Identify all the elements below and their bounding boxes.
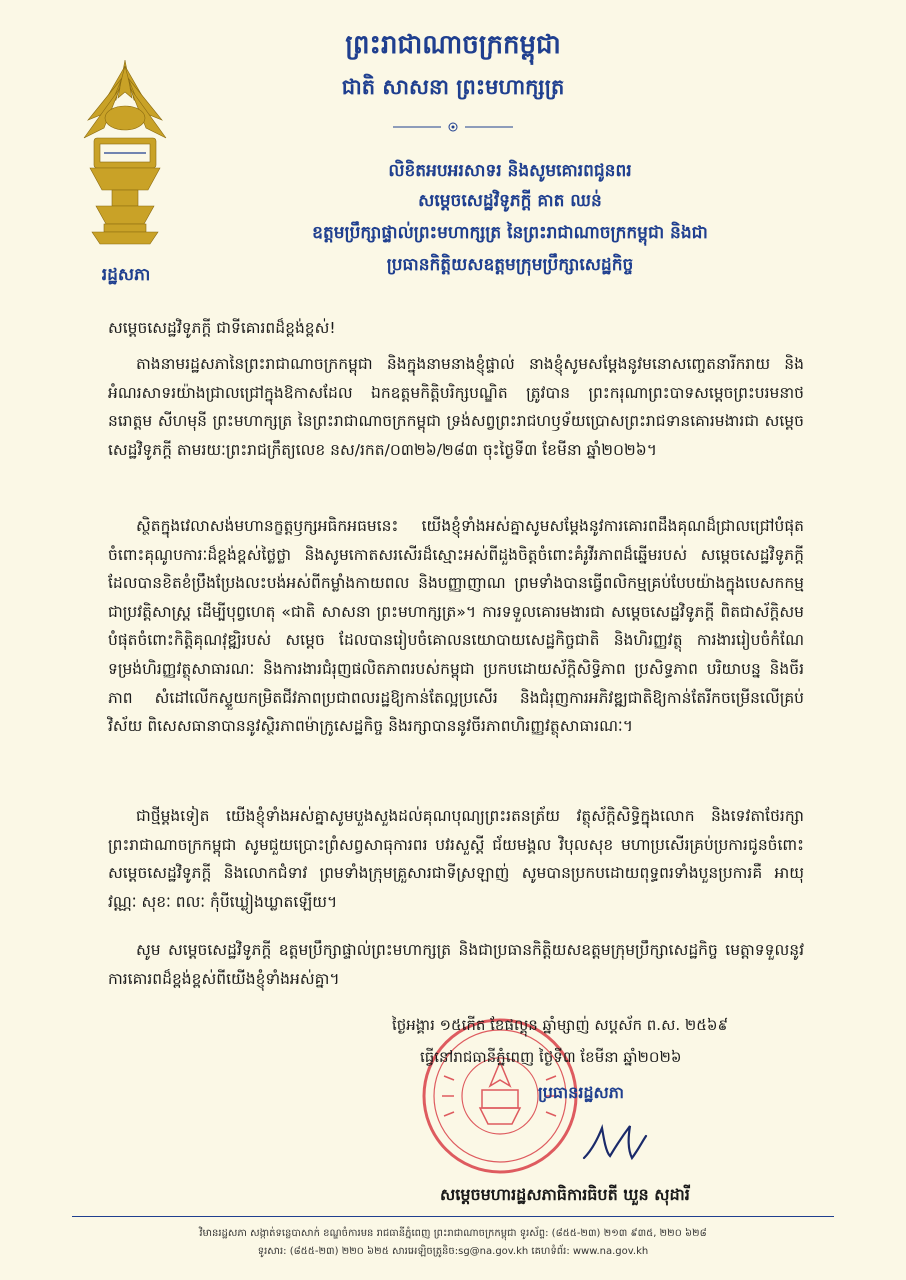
signer-name: សម្តេចមហារដ្ឋសភាធិការធិបតី ឃួន សុដារី — [440, 1185, 690, 1204]
letter-heading-line-2: សម្តេចសេដ្ឋវិទូភក្តី គាត ឈន់ — [418, 191, 602, 211]
national-assembly-emblem-icon — [82, 58, 168, 278]
divider-ornament-icon — [393, 120, 513, 134]
body-paragraph-1: តាងនាមរដ្ឋសភានៃព្រះរាជាណាចក្រកម្ពុជា និងក្នុងនាមនាងខ្ញុំផ្ទាល់ នាងខ្ញុំសូមសម្តែងនូវមនោសញ្ចេតនារីករាយ និងអំណរសាទរយ៉ាងជ្រាលជ្រៅក្នុងឱកាសដែល ឯកឧត្តមកិត្តិបរិក្សបណ្ឌិត ត្រូវបាន ព្រះករុណាព្រះបាទសម្តេចព្រះបរមនាថ នរោត្តម សីហមុនី ព្រះមហាក្សត្រ នៃព្រះរាជាណាចក្រកម្ពុជា ទ្រង់សព្វព្រះរាជហឫទ័យប្រោសព្រះរាជទានគោរមងារជា សម្តេចសេដ្ឋវិទូភក្តី តាមរយៈព្រះរាជក្រឹត្យលេខ នស/រកត/០៣២៦/២៨៣ ចុះថ្ងៃទី៣ ខែមីនា ឆ្នាំ២០២៦។ — [108, 355, 804, 459]
letter-heading-line-4: ប្រធានកិត្តិយសឧត្តមក្រុមប្រឹក្សាសេដ្ឋកិច្ច — [386, 255, 634, 275]
letter-heading-line-1: លិខិតអបអរសាទរ និងសូមគោរពជូនពរ — [388, 161, 632, 181]
emblem-label: រដ្ឋសភា — [101, 265, 151, 285]
kingdom-title: ព្រះរាជាណាចក្រកម្ពុជា — [345, 30, 561, 60]
handwritten-signature-icon — [580, 1120, 650, 1164]
footer-contact: ទូរសារ: (៨៥៥-២៣) ២២០ ៦២៥ សារអេឡិចត្រូនិច:sg@na.gov.kh គេហទំព័រ: www.na.gov.kh — [257, 1246, 649, 1257]
signer-title: ប្រធានរដ្ឋសភា — [538, 1083, 625, 1102]
national-motto: ជាតិ សាសនា ព្រះមហាក្សត្រ — [341, 75, 565, 99]
body-paragraph-2: ស្ថិតក្នុងវេលាសង់មហានក្ខត្តឫក្សអធិកអធមនេះ យើងខ្ញុំទាំងអស់គ្នាសូមសម្តែងនូវការគោរពដឹងគុណដ៏ជ្រាលជ្រៅបំផុតចំពោះគុណូបការៈដ៏ខ្ពង់ខ្ពស់ថ្លៃថ្លា និងសូមកោតសរសើរដ៏ស្មោះអស់ពីដួងចិត្តចំពោះគំរូវីរភាពដ៏ឆ្នើមរបស់ សម្តេចសេដ្ឋវិទូភក្តី ដែលបានខិតខំប្រឹងប្រែងលះបង់អស់ពីកម្លាំងកាយពល និងបញ្ញាញាណ ព្រមទាំងបានធ្វើពលិកម្មគ្រប់បែបយ៉ាងក្នុងបេសកកម្មជាប្រវត្តិសាស្ត្រ ដើម្បីបុព្វហេតុ «ជាតិ សាសនា ព្រះមហាក្សត្រ»។ ការទទួលគោរមងារជា សម្តេចសេដ្ឋវិទូភក្តី ពិតជាស័ក្តិសមបំផុតចំពោះកិត្តិគុណវុឌ្ឍិរបស់ សម្តេច ដែលបានរៀបចំគោលនយោបាយសេដ្ឋកិច្ចជាតិ និងហិរញ្ញវត្ថុ ការងាររៀបចំកំណែទម្រង់ហិរញ្ញវត្ថុសាធារណៈ និងការងារជំរុញផលិតភាពរបស់កម្ពុជា ប្រកបដោយស័ក្តិសិទ្ធិភាព ប្រសិទ្ធភាព បរិយាបន្ន និងចីរភាព សំដៅលើកស្ទួយកម្រិតជីវភាពប្រជាពលរដ្ឋឱ្យកាន់តែល្អប្រសើរ និងជំរុញការអភិវឌ្ឍជាតិឱ្យកាន់តែរីកចម្រើនលើគ្រប់វិស័យ ពិសេសធានាបាននូវស្ថិរភាពម៉ាក្រូសេដ្ឋកិច្ច និងរក្សាបាននូវចីរភាពហិរញ្ញវត្ថុសាធារណៈ។ — [108, 517, 804, 736]
footer-divider — [72, 1216, 834, 1217]
body-paragraph-3: ជាថ្មីម្តងទៀត យើងខ្ញុំទាំងអស់គ្នាសូមបួងសួងដល់គុណបុណ្យព្រះរតនត្រ័យ វត្ថុស័ក្តិសិទ្ធិក្នុងលោក និងទេវតាថែរក្សាព្រះរាជាណាចក្រកម្ពុជា សូមជួយប្រោះព្រំសព្វសាធុការពរ បវរសួស្តី ជ័យមង្គល វិបុលសុខ មហាប្រសើរគ្រប់ប្រការជូនចំពោះ សម្តេចសេដ្ឋវិទូភក្តី និងលោកជំទាវ ព្រមទាំងក្រុមគ្រួសារជាទីស្រឡាញ់ សូមបានប្រកបដោយពុទ្ធពរទាំងបួនប្រការគឺ អាយុ វណ្ណៈ សុខៈ ពលៈ កុំបីឃ្លៀងឃ្លាតឡើយ។ — [108, 807, 804, 911]
letter-heading-line-3: ឧត្តមប្រឹក្សាផ្ទាល់ព្រះមហាក្សត្រ នៃព្រះរាជាណាចក្រកម្ពុជា និងជា — [312, 223, 708, 243]
place-and-date: ធ្វើនៅរាជធានីភ្នំពេញ ថ្ងៃទី៣ ខែមីនា ឆ្នាំ២០២៦ — [420, 1048, 682, 1066]
footer-address: វិមានរដ្ឋសភា សង្កាត់ទន្លេបាសាក់ ខណ្ឌចំការមន រាជធានីភ្នំពេញ ព្រះរាជាណាចក្រកម្ពុជា ទូរស័ព្ទ: (៨៥៥-២៣) ២១៣ ៩៣៥, ២២០ ៦២៨ — [199, 1228, 707, 1239]
lunar-date: ថ្ងៃអង្គារ ១៥កើត ខែផល្គុន ឆ្នាំម្សាញ់ សប្តស័ក ព.ស. ២៥៦៩ — [392, 1016, 729, 1034]
salutation: សម្តេចសេដ្ឋវិទូភក្តី ជាទីគោរពដ៏ខ្ពង់ខ្ពស់! — [108, 319, 336, 337]
body-paragraph-4: សូម សម្តេចសេដ្ឋវិទូភក្តី ឧត្តមប្រឹក្សាផ្ទាល់ព្រះមហាក្សត្រ និងជាប្រធានកិត្តិយសឧត្តមក្រុមប្រឹក្សាសេដ្ឋកិច្ច មេត្តាទទួលនូវការគោរពដ៏ខ្ពង់ខ្ពស់ពីយើងខ្ញុំទាំងអស់គ្នា។ — [108, 941, 804, 988]
